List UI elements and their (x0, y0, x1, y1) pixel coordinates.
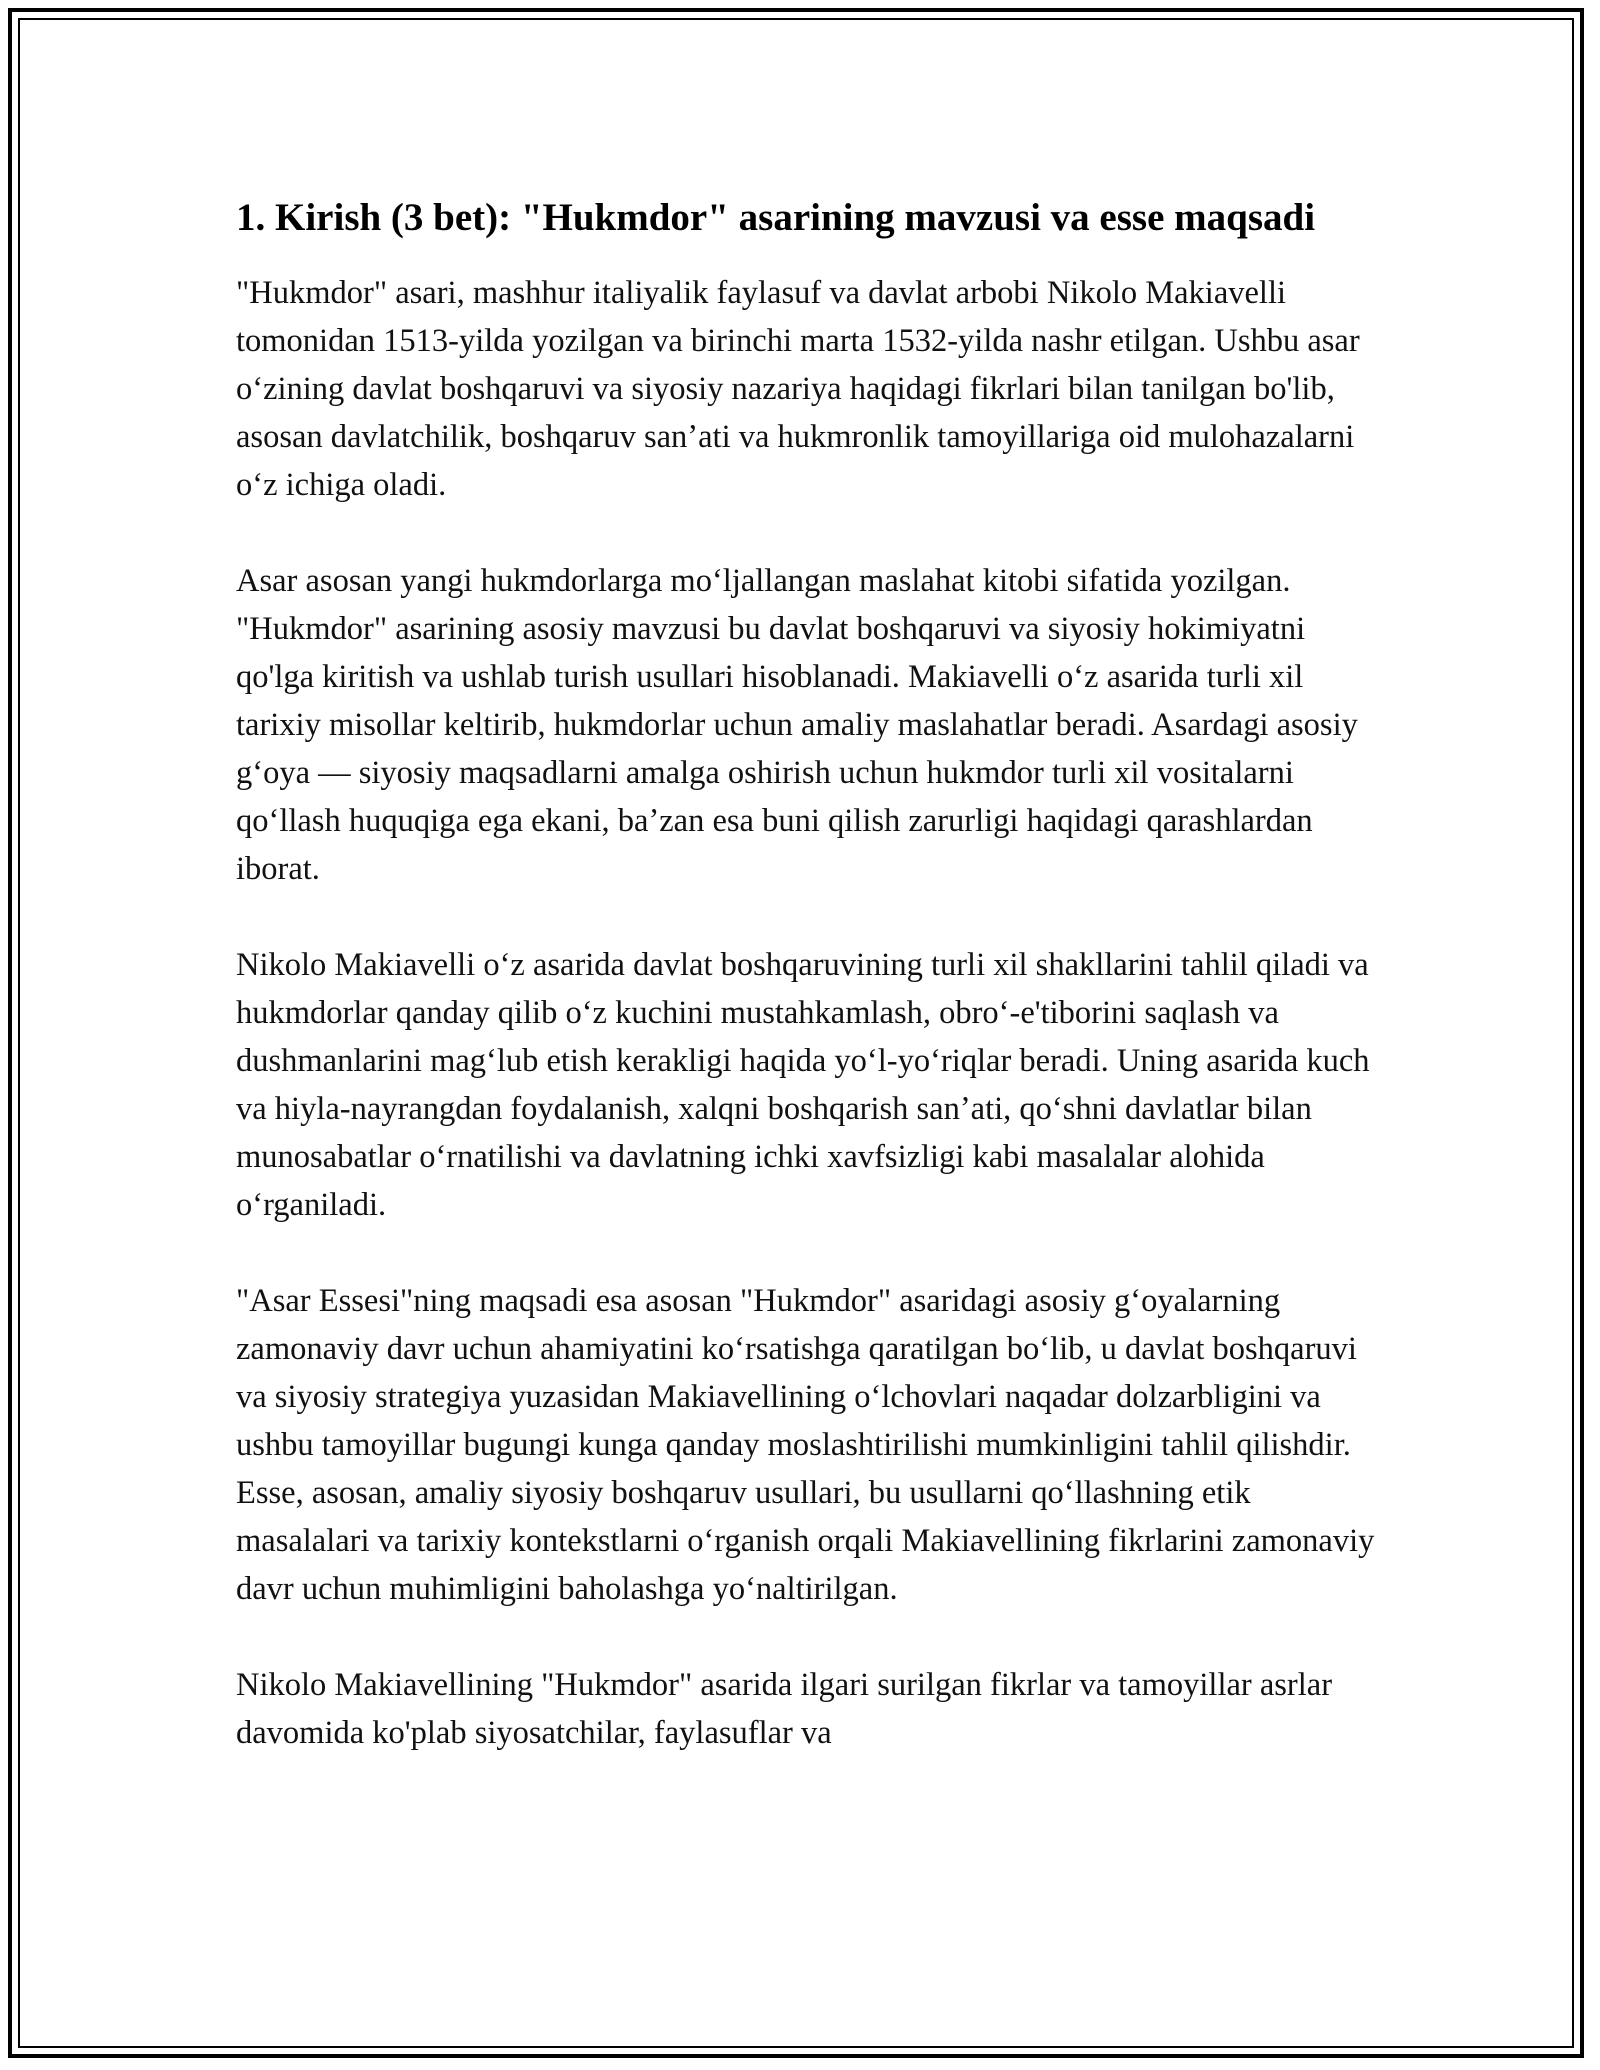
paragraph-5: Nikolo Makiavellining "Hukmdor" asarida ilgari surilgan fikrlar va tamoyillar asrlar davomida ko'plab siyosatchilar, faylasuflar va (236, 1667, 1333, 1751)
paragraph-2: Asar asosan yangi hukmdorlarga moʻljallangan maslahat kitobi sifatida yozilgan. "Hukmdor" asarining asosiy mavzusi bu davlat boshqaruvi va siyosiy hokimiyatni qo'lga kiritish va ushlab turish usullari hisoblanadi. Makiavelli oʻz asarida turli xil tarixiy misollar keltirib, hukmdorlar uchun amaliy maslahatlar beradi. Asardagi asosiy gʻoya — siyosiy maqsadlarni amalga oshirish uchun hukmdor turli xil vositalarni qoʻllash huquqiga ega ekani, baʼzan esa buni qilish zarurligi haqidagi qarashlardan iborat. (236, 563, 1358, 887)
section-heading: 1. Kirish (3 bet): "Hukmdor" asarining mavzusi va esse maqsadi (236, 196, 1316, 239)
paragraph-4: "Asar Essesi"ning maqsadi esa asosan "Hukmdor" asaridagi asosiy gʻoyalarning zamonaviy davr uchun ahamiyatini koʻrsatishga qaratilgan boʻlib, u davlat boshqaruvi va siyosiy strategiya yuzasidan Makiavellining oʻlchovlari naqadar dolzarbligini va ushbu tamoyillar bugungi kunga qanday moslashtirilishi mumkinligini tahlil qilishdir. Esse, asosan, amaliy siyosiy boshqaruv usullari, bu usullarni qoʻllashning etik masalalari va tarixiy kontekstlarni oʻrganish orqali Makiavellining fikrlarini zamonaviy davr uchun muhimligini baholashga yoʻnaltirilgan. (236, 1283, 1375, 1607)
paragraph-3: Nikolo Makiavelli oʻz asarida davlat boshqaruvining turli xil shakllarini tahlil qiladi va hukmdorlar qanday qilib oʻz kuchini mustahkamlash, obroʻ-e'tiborini saqlash va dushmanlarini magʻlub etish kerakligi haqida yoʻl-yoʻriqlar beradi. Uning asarida kuch va hiyla-nayrangdan foydalanish, xalqni boshqarish sanʼati, qoʻshni davlatlar bilan munosabatlar oʻrnatilishi va davlatning ichki xavfsizligi kabi masalalar alohida oʻrganiladi. (236, 947, 1370, 1223)
paragraph-1: "Hukmdor" asari, mashhur italiyalik faylasuf va davlat arbobi Nikolo Makiavelli tomonidan 1513-yilda yozilgan va birinchi marta 1532-yilda nashr etilgan. Ushbu asar oʻzining davlat boshqaruvi va siyosiy nazariya haqidagi fikrlari bilan tanilgan bo'lib, asosan davlatchilik, boshqaruv sanʼati va hukmronlik tamoyillariga oid mulohazalarni oʻz ichiga oladi. (236, 275, 1360, 503)
document-body (236, 190, 1376, 1757)
